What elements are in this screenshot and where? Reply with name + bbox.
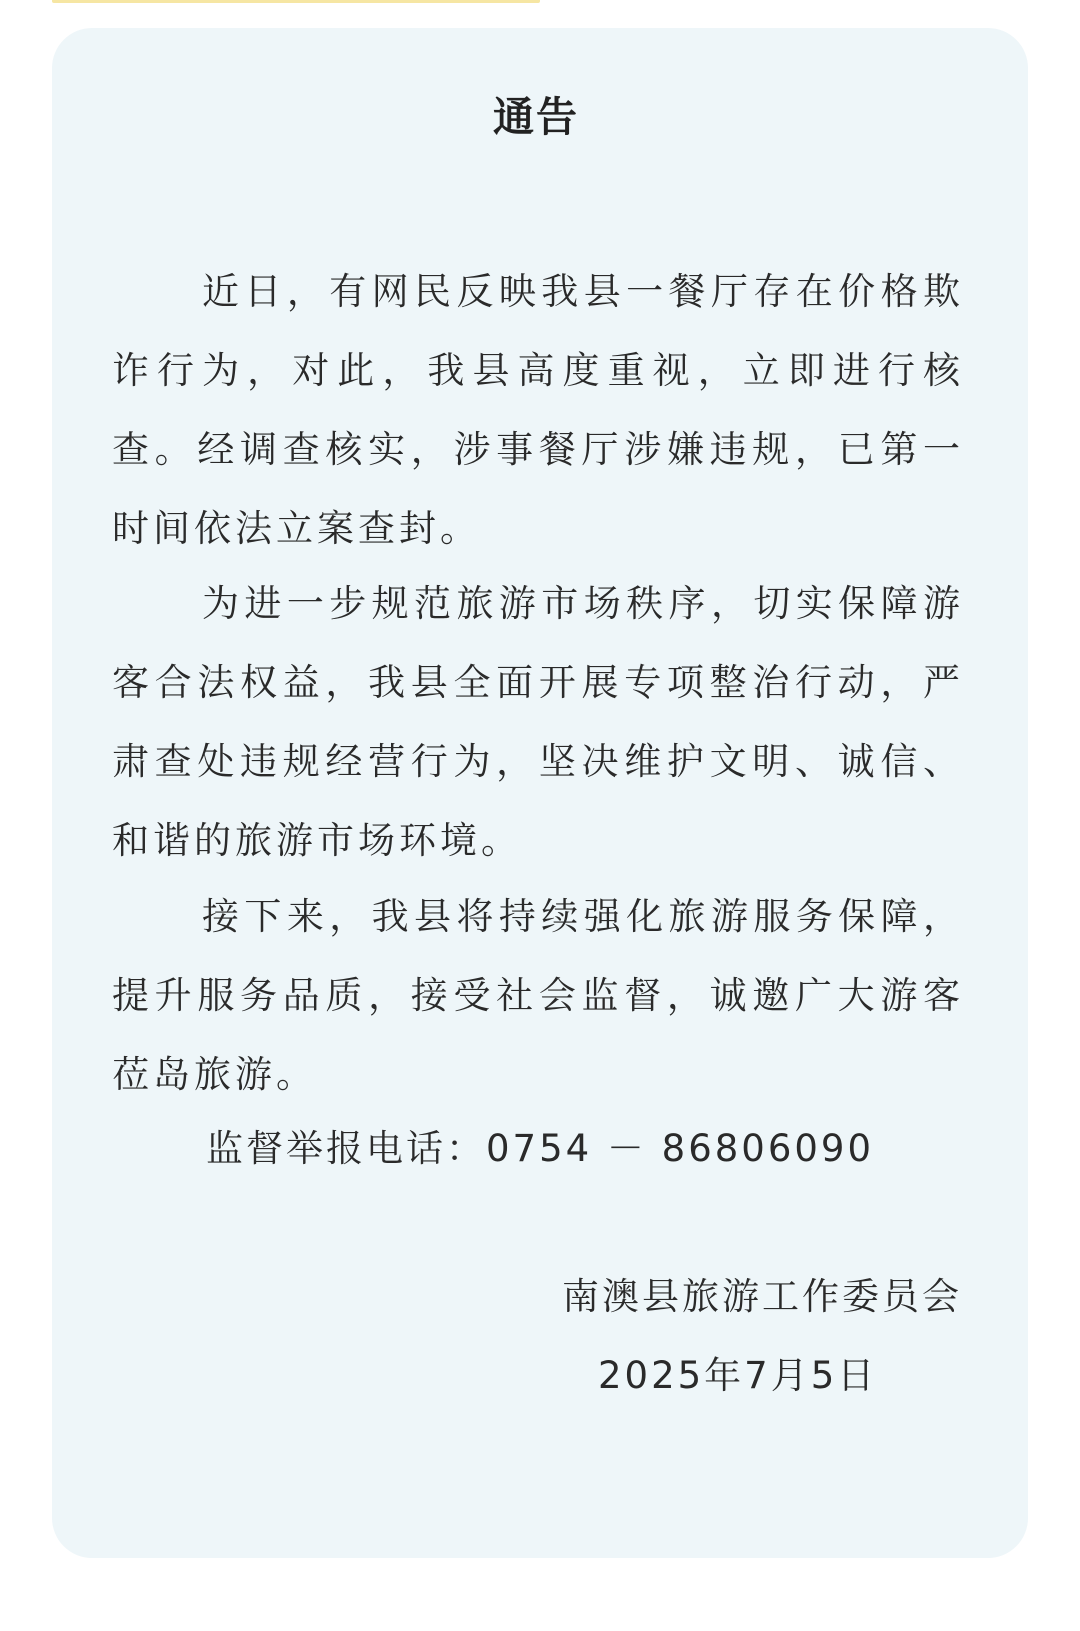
report-hotline: 监督举报电话：0754 － 86806090 [206, 1127, 875, 1170]
notice-paragraph-3: 接下来，我县将持续强化旅游服务保障，提升服务品质，接受社会监督，诚邀广大游客莅岛旅游。 [112, 895, 964, 1096]
notice-paragraph-2: 为进一步规范旅游市场秩序，切实保障游客合法权益，我县全面开展专项整治行动，严肃查处违规经营行为，坚决维护文明、诚信、和谐的旅游市场环境。 [112, 582, 964, 862]
issuer-name: 南澳县旅游工作委员会 [562, 1275, 962, 1318]
notice-title: 通告 [493, 93, 579, 141]
notice-paragraph-1: 近日，有网民反映我县一餐厅存在价格欺诈行为，对此，我县高度重视，立即进行核查。经调查核实，涉事餐厅涉嫌违规，已第一时间依法立案查封。 [112, 270, 964, 550]
issue-date: 2025年7月5日 [598, 1354, 878, 1397]
top-accent-strip [52, 0, 540, 3]
